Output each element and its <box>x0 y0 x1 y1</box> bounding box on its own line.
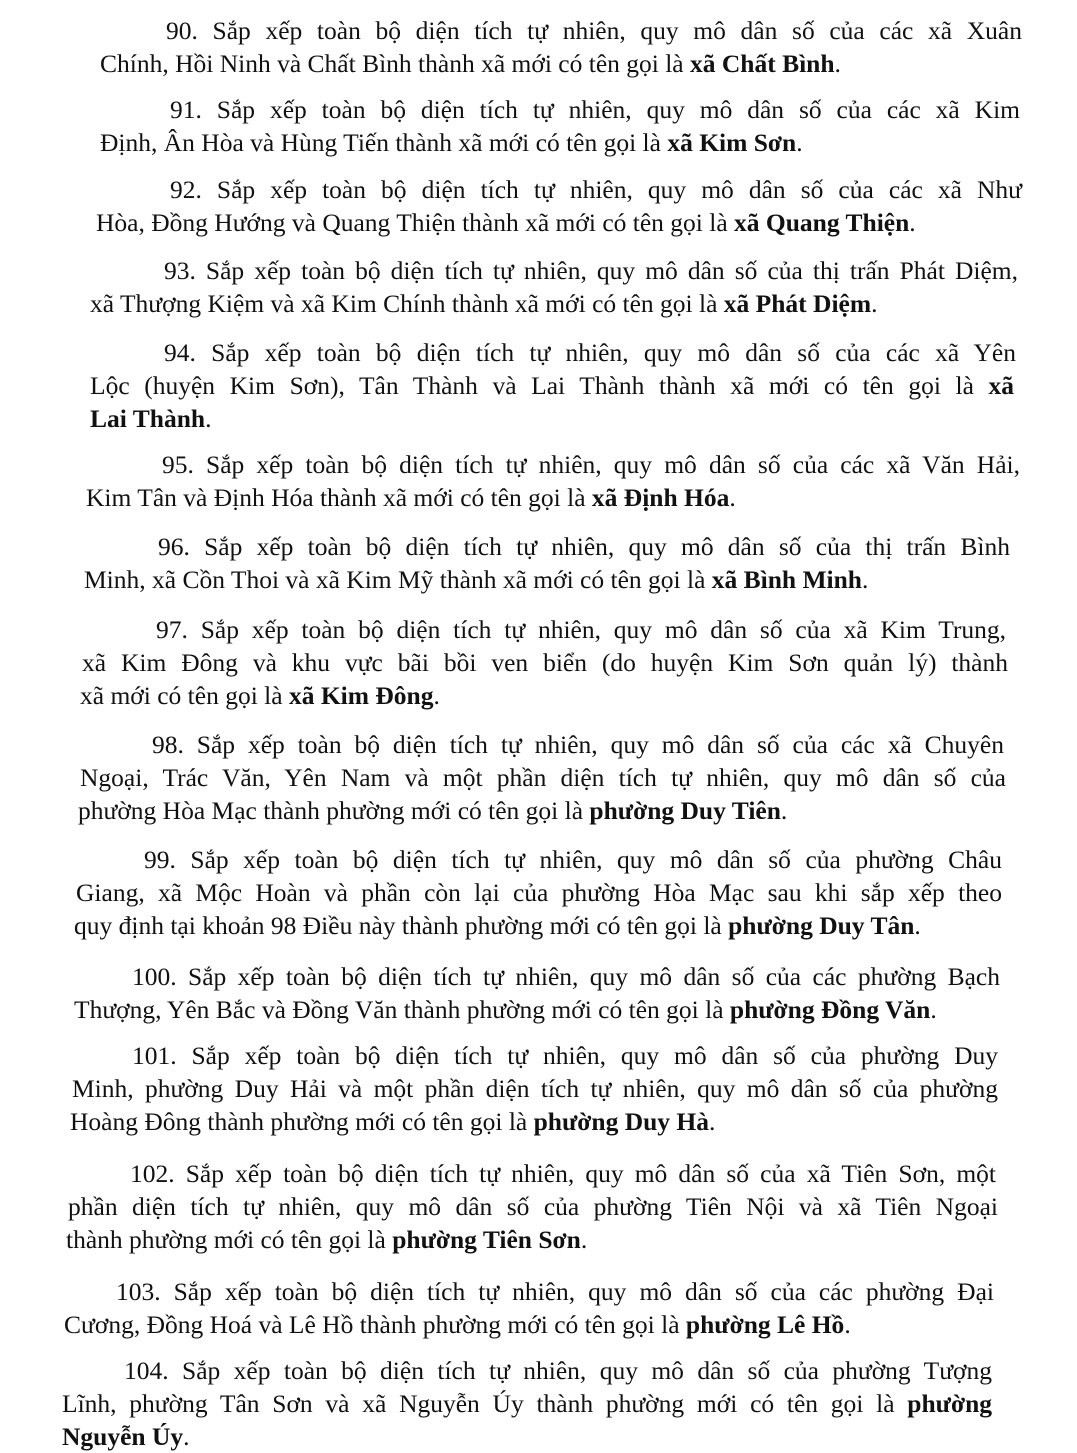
clause-text: Hòa, Đồng Hướng và Quang Thiện thành xã mới có tên gọi là <box>96 208 735 237</box>
unit-name: Nguyễn Úy <box>62 1422 184 1451</box>
clause-91 <box>0 93 1077 159</box>
clause-line <box>132 1039 998 1072</box>
clause-text: 99. Sắp xếp toàn bộ diện tích tự nhiên, quy mô dân số của phường Châu <box>144 845 1002 874</box>
clause-text: Kim Tân và Định Hóa thành xã mới có tên gọi là <box>86 483 592 512</box>
clause-line <box>82 646 1008 679</box>
clause-102 <box>0 1157 1077 1256</box>
clause-line <box>90 287 877 320</box>
clause-text: 97. Sắp xếp toàn bộ diện tích tự nhiên, quy mô dân số của xã Kim Trung, <box>156 615 1006 644</box>
clause-line <box>64 1308 851 1341</box>
unit-name: xã Chất Bình <box>690 49 835 78</box>
clause-line <box>144 843 1002 876</box>
clause-line <box>156 613 1006 646</box>
clause-104 <box>0 1354 1077 1453</box>
unit-name: phường <box>907 1389 992 1418</box>
clause-line <box>124 1354 992 1387</box>
clause-end: . <box>729 483 736 512</box>
unit-name: xã Phát Diệm <box>723 289 872 318</box>
clause-text: 103. Sắp xếp toàn bộ diện tích tự nhiên, quy mô dân số của các phường Đại <box>116 1277 994 1306</box>
clause-end: . <box>844 1310 851 1339</box>
clause-line <box>164 254 1018 287</box>
clause-line <box>86 481 736 514</box>
clause-text: Lĩnh, phường Tân Sơn và xã Nguyễn Úy thành phường mới có tên gọi là <box>62 1389 908 1418</box>
clause-99 <box>0 843 1077 942</box>
unit-name: phường Duy Tiên <box>589 796 781 825</box>
clause-92 <box>0 173 1077 239</box>
clause-line <box>70 1105 715 1138</box>
clause-line <box>80 679 440 712</box>
clause-end: . <box>834 49 841 78</box>
clause-text: 91. Sắp xếp toàn bộ diện tích tự nhiên, quy mô dân số của các xã Kim <box>170 95 1020 124</box>
clause-text: xã Thượng Kiệm và xã Kim Chính thành xã mới có tên gọi là <box>90 289 724 318</box>
unit-name: phường Đồng Văn <box>729 995 931 1024</box>
clause-text: 98. Sắp xếp toàn bộ diện tích tự nhiên, quy mô dân số của các xã Chuyên <box>152 730 1004 759</box>
clause-text: 101. Sắp xếp toàn bộ diện tích tự nhiên, quy mô dân số của phường Duy <box>132 1041 998 1070</box>
clause-end: . <box>796 128 803 157</box>
unit-name: Lai Thành <box>90 404 206 433</box>
clause-text: thành phường mới có tên gọi là <box>66 1225 393 1254</box>
clause-text: 102. Sắp xếp toàn bộ diện tích tự nhiên, quy mô dân số của xã Tiên Sơn, một <box>130 1159 996 1188</box>
unit-name: xã <box>988 371 1014 400</box>
clause-end: . <box>205 404 212 433</box>
unit-name: phường Tiên Sơn <box>392 1225 581 1254</box>
unit-name: phường Duy Tân <box>728 911 915 940</box>
clause-end: . <box>780 796 788 825</box>
clause-line <box>84 563 868 596</box>
clause-95 <box>0 448 1077 514</box>
clause-line <box>90 369 1014 402</box>
clause-text: Minh, xã Cồn Thoi và xã Kim Mỹ thành xã mới có tên gọi là <box>84 565 712 594</box>
clause-text: xã mới có tên gọi là <box>80 681 289 710</box>
clause-100 <box>0 960 1077 1026</box>
clause-97 <box>0 613 1077 712</box>
clause-end: . <box>909 208 916 237</box>
clause-text: Cương, Đồng Hoá và Lê Hồ thành phường mới có tên gọi là <box>64 1310 686 1339</box>
clause-90 <box>0 14 1077 80</box>
clause-line <box>100 126 803 159</box>
clause-101 <box>0 1039 1077 1138</box>
clause-end: . <box>871 289 878 318</box>
clause-end: . <box>580 1225 588 1254</box>
clause-line <box>152 728 1004 761</box>
clause-text: 104. Sắp xếp toàn bộ diện tích tự nhiên, quy mô dân số của phường Tượng <box>124 1356 992 1385</box>
clause-text: Hoàng Đông thành phường mới có tên gọi là <box>70 1107 534 1136</box>
clause-text: quy định tại khoản 98 Điều này thành phường mới có tên gọi là <box>74 911 729 940</box>
clause-line <box>68 1190 998 1223</box>
clause-end: . <box>914 911 921 940</box>
unit-name: xã Quang Thiện <box>734 208 910 237</box>
clause-line <box>166 14 1022 47</box>
clause-end: . <box>862 565 869 594</box>
clause-text: 94. Sắp xếp toàn bộ diện tích tự nhiên, quy mô dân số của các xã Yên <box>164 338 1016 367</box>
clause-text: 95. Sắp xếp toàn bộ diện tích tự nhiên, quy mô dân số của các xã Văn Hải, <box>162 450 1020 479</box>
clause-line <box>78 794 787 827</box>
clause-text: Ngoại, Trác Văn, Yên Nam và một phần diện tích tự nhiên, quy mô dân số của <box>80 763 1006 792</box>
clause-text: 100. Sắp xếp toàn bộ diện tích tự nhiên, quy mô dân số của các phường Bạch <box>132 962 1000 991</box>
clause-line <box>132 960 1000 993</box>
unit-name: xã Bình Minh <box>711 565 862 594</box>
clause-text: Minh, phường Duy Hải và một phần diện tích tự nhiên, quy mô dân số của phường <box>72 1074 998 1103</box>
clause-line <box>80 761 1006 794</box>
clause-text: phần diện tích tự nhiên, quy mô dân số của phường Tiên Nội và xã Tiên Ngoại <box>68 1192 998 1221</box>
clause-line <box>158 530 1010 563</box>
clause-line <box>170 173 1022 206</box>
clause-103 <box>0 1275 1077 1341</box>
clause-end: . <box>183 1422 190 1451</box>
clause-line <box>164 336 1016 369</box>
clause-line <box>66 1223 587 1256</box>
clause-line <box>100 47 841 80</box>
clause-end: . <box>930 995 937 1024</box>
clause-text: Lộc (huyện Kim Sơn), Tân Thành và Lai Thành thành xã mới có tên gọi là <box>90 371 989 400</box>
clause-text: 96. Sắp xếp toàn bộ diện tích tự nhiên, quy mô dân số của thị trấn Bình <box>158 532 1010 561</box>
clause-end: . <box>433 681 440 710</box>
clause-text: xã Kim Đông và khu vực bãi bồi ven biển (do huyện Kim Sơn quản lý) thành <box>82 648 1008 677</box>
clause-text: Thượng, Yên Bắc và Đồng Văn thành phường mới có tên gọi là <box>74 995 730 1024</box>
clause-line <box>62 1387 992 1420</box>
clause-98 <box>0 728 1077 827</box>
clause-96 <box>0 530 1077 596</box>
clause-text: 92. Sắp xếp toàn bộ diện tích tự nhiên, quy mô dân số của các xã Như <box>170 175 1022 204</box>
clause-line <box>162 448 1020 481</box>
unit-name: xã Kim Đông <box>288 681 434 710</box>
clause-text: Định, Ân Hòa và Hùng Tiến thành xã mới có tên gọi là <box>100 128 668 157</box>
clause-line <box>130 1157 996 1190</box>
clause-line <box>90 402 211 435</box>
clause-line <box>74 909 921 942</box>
clause-end: . <box>709 1107 716 1136</box>
clause-line <box>72 1072 998 1105</box>
clause-line <box>170 93 1020 126</box>
clause-line <box>74 993 937 1026</box>
unit-name: xã Định Hóa <box>591 483 730 512</box>
clause-line <box>116 1275 994 1308</box>
clause-line <box>62 1420 190 1453</box>
clause-text: 90. Sắp xếp toàn bộ diện tích tự nhiên, quy mô dân số của các xã Xuân <box>166 16 1022 45</box>
clause-text: phường Hòa Mạc thành phường mới có tên gọi là <box>78 796 590 825</box>
clause-text: 93. Sắp xếp toàn bộ diện tích tự nhiên, quy mô dân số của thị trấn Phát Diệm, <box>164 256 1018 285</box>
clause-line <box>96 206 916 239</box>
unit-name: phường Lê Hồ <box>685 1310 845 1339</box>
clause-line <box>76 876 1002 909</box>
clause-94 <box>0 336 1077 435</box>
unit-name: phường Duy Hà <box>533 1107 710 1136</box>
clause-93 <box>0 254 1077 320</box>
unit-name: xã Kim Sơn <box>667 128 797 157</box>
clause-text: Giang, xã Mộc Hoàn và phần còn lại của phường Hòa Mạc sau khi sắp xếp theo <box>76 878 1002 907</box>
clause-text: Chính, Hồi Ninh và Chất Bình thành xã mới có tên gọi là <box>100 49 690 78</box>
